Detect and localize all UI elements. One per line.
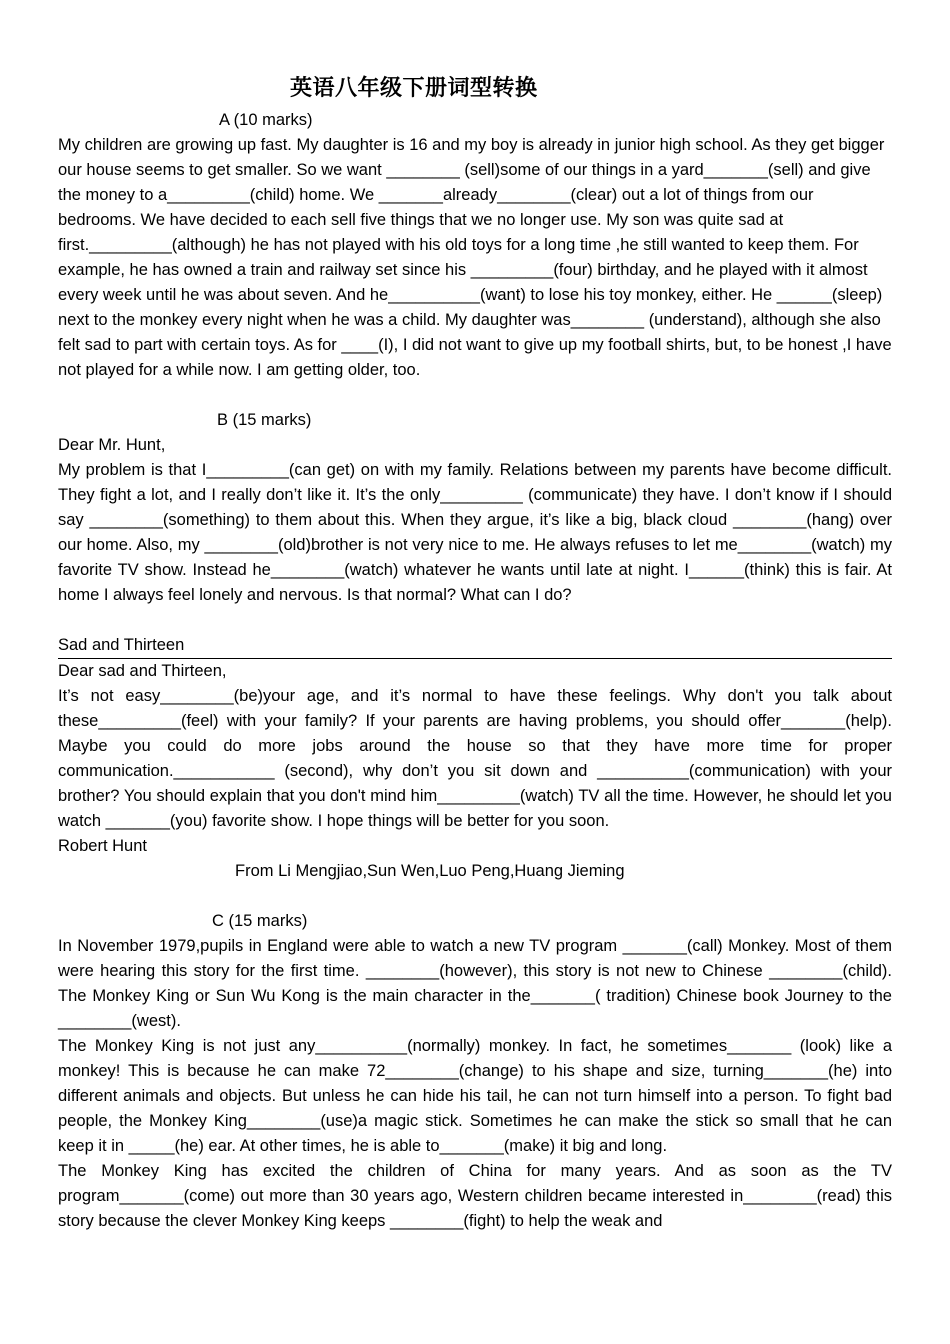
- letter-paragraph: My problem is that I_________(can get) on with my family. Relations between my parents have become difficult. They fight a lot, and I really don’t like it. It’s the only_________ (communicate) they have. I don’t know if I should say ________(something) to them about this. When they argue, it’s like a big, black cloud ________(hang) over our home. Also, my ________(old)brother is not very nice to me. He always refuses to let me________(watch) my favorite TV show. Instead he________(watch) whatever he wants until late at night. I______(think) this is fair. At home I always feel lonely and nervous. Is that normal? What can I do?: [58, 461, 897, 604]
- section-c-paragraph-1: In November 1979,pupils in England were able to watch a new TV program _______(call) Monkey. Most of them were hearing this story for the first time. ________(however), this story is not new to Chinese ________(child). The Monkey King or Sun Wu Kong is the main character in the_______( tradition) Chinese book Journey to the ________(west).: [58, 937, 897, 1030]
- spacer: [58, 383, 892, 408]
- section-b-label: B (15 marks): [217, 411, 312, 429]
- document-title: 英语八年级下册词型转换: [290, 76, 538, 101]
- spacer: [58, 884, 892, 909]
- reply-paragraph: It’s not easy________(be)your age, and it’s normal to have these feelings. Why don't you talk about these_________(feel) with your family? If your parents are having problems, you should offer_______(help). Maybe you could do more jobs around the house so that they have more time for proper communication.___________ (second), why don’t you sit down and __________(communication) with your brother? You should explain that you don't mind him_________(watch) TV all the time. However, he should let you watch _______(you) favorite show. I hope things will be better for you soon.: [58, 687, 897, 830]
- letter-signature: Sad and Thirteen: [58, 633, 892, 659]
- letter-greeting: Dear Mr. Hunt,: [58, 436, 166, 454]
- document-page: [58, 70, 897, 1234]
- section-a-label: A (10 marks): [219, 111, 313, 129]
- section-c-paragraph-2: The Monkey King is not just any__________(normally) monkey. In fact, he sometimes_______ (look) like a monkey! This is because he can make 72________(change) to his shape and size, turning_______(he) into different animals and objects. But unless he can hide his tail, he can not turn himself into a person. To fight bad people, the Monkey King________(use)a magic stick. Sometimes he can make the stick so small that he can keep it in _____(he) ear. At other times, he is able to_______(make) it big and long.: [58, 1037, 897, 1155]
- section-c-label: C (15 marks): [212, 912, 308, 930]
- reply-greeting: Dear sad and Thirteen,: [58, 662, 227, 680]
- reply-signature: Robert Hunt: [58, 837, 147, 855]
- section-a-paragraph: My children are growing up fast. My daughter is 16 and my boy is already in junior high school. As they get bigger our house seems to get smaller. So we want ________ (sell)some of our things in a yard_______(sell) and give the money to a_________(child) home. We _______already________(clear) out a lot of things from our bedrooms. We have decided to each sell five things that we no longer use. My son was quite sad at first._________(although) he has not played with his old toys for a long time ,he still wanted to keep them. For example, he has owned a train and railway set since his _________(four) birthday, and he played with it almost every week until he was about seven. And he__________(want) to lose his toy monkey, either. He ______(sleep) next to the monkey every night when he was a child. My daughter was________ (understand), although she also felt sad to part with certain toys. As for ____(I), I did not want to give up my football shirts, but, to be honest ,I have not played for a while now. I am getting older, too.: [58, 136, 897, 379]
- authors-credit: From Li Mengjiao,Sun Wen,Luo Peng,Huang Jieming: [235, 862, 625, 880]
- section-c-paragraph-3: The Monkey King has excited the children of China for many years. And as soon as the TV program_______(come) out more than 30 years ago, Western children became interested in________(read) this story because the clever Monkey King keeps ________(fight) to help the weak and: [58, 1162, 897, 1230]
- spacer: [58, 608, 892, 633]
